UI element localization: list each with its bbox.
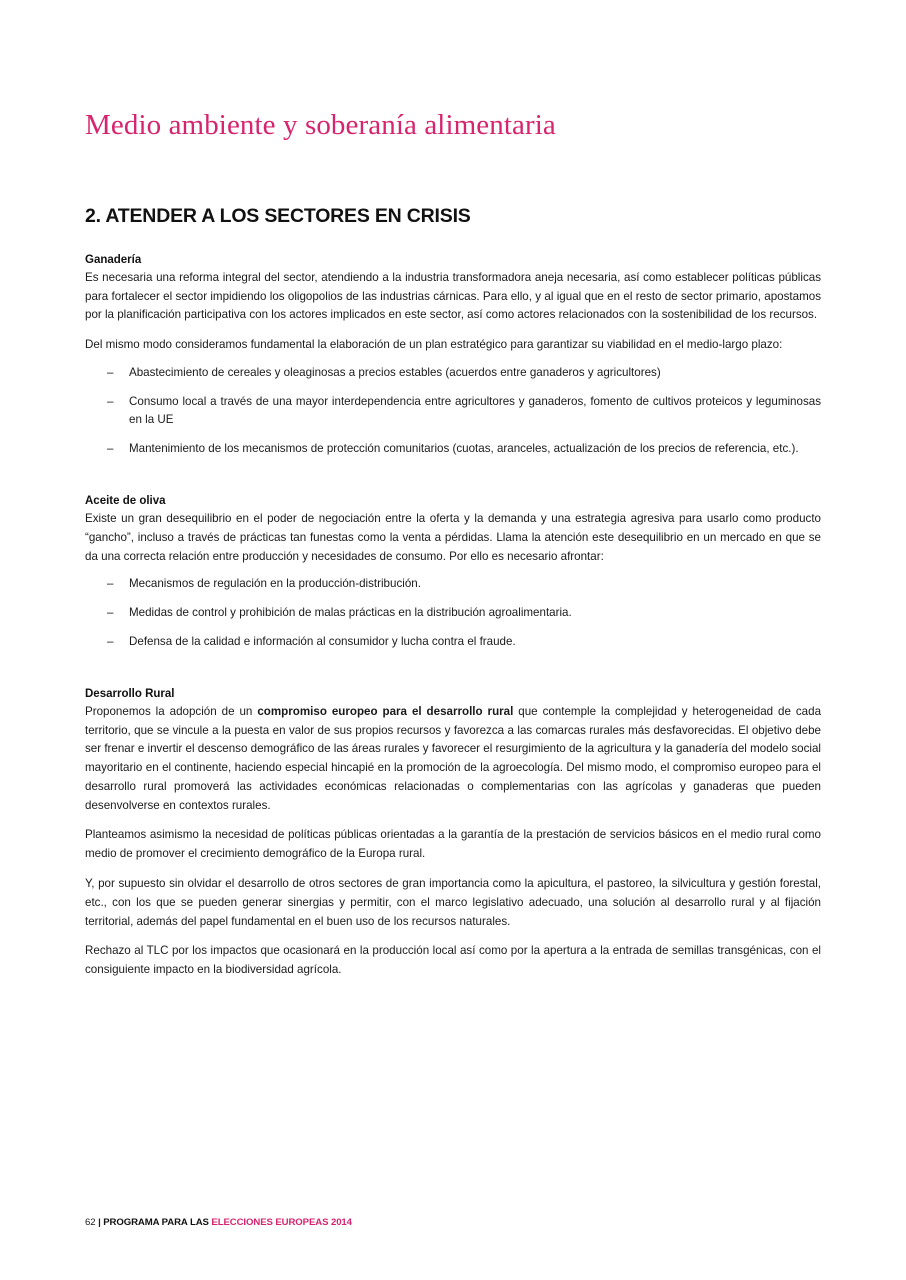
footer-program-text: PROGRAMA PARA LAS xyxy=(103,1217,209,1228)
footer-highlight-text: ELECCIONES EUROPEAS 2014 xyxy=(211,1217,352,1228)
page-title: Medio ambiente y soberanía alimentaria xyxy=(85,109,556,141)
paragraph: Y, por supuesto sin olvidar el desarrollo de otros sectores de gran importancia como la apicultura, el pastoreo, la silvicultura y gestión forestal, etc., con los que se pueden generar sinergias y permitir, con el marco legislativo adecuado, una solución al desarrollo rural y al fijación territorial, además del papel fundamental en el buen uso de los recursos naturales. xyxy=(85,876,821,928)
section-heading: 2. ATENDER A LOS SECTORES EN CRISIS xyxy=(85,204,471,227)
subheading-ganaderia: Ganadería xyxy=(85,253,142,266)
list-ganaderia xyxy=(85,364,821,459)
paragraph-text-after: que contemple la complejidad y heterogeneidad de cada territorio, que se vincule a la puesta en valor de sus propios recursos y favorezca a las comarcas rurales más desfavorecidas. El objetivo debe ser frenar e invertir el descenso demográfico de las áreas rurales y favorecer el resurgimiento de la agricultura y la ganadería del modelo social mayoritario en el continente, haciendo especial hincapié en la promoción de la agroecología. Del mismo modo, el compromiso europeo para el desarrollo rural promoverá las actividades económicas relacionadas o complementarias con las agrícolas y ganaderas que pueden desenvolverse en contextos rurales. xyxy=(85,704,822,812)
paragraph: Del mismo modo consideramos fundamental la elaboración de un plan estratégico para garantizar su viabilidad en el medio-largo plazo: xyxy=(85,338,783,352)
paragraph: Es necesaria una reforma integral del sector, atendiendo a la industria transformadora aneja necesaria, así como establecer políticas públicas para fortalecer el sector impidiendo los oligopolios de las industrias cárnicas. Para ello, y al igual que en el resto de sector primario, apostamos por la planificación participativa con los actores implicados en este sector, así como actores relacionados con la sostenibilidad de los recursos. xyxy=(85,270,821,322)
page-footer xyxy=(85,1217,352,1228)
list-item: – Defensa de la calidad e información al consumidor y lucha contra el fraude. xyxy=(107,633,821,652)
paragraph-text-before: Proponemos la adopción de un xyxy=(85,704,258,718)
footer-separator: | xyxy=(98,1217,101,1228)
list-item: – Mantenimiento de los mecanismos de protección comunitarios (cuotas, aranceles, actualización de los precios de referencia, etc.). xyxy=(107,440,821,459)
footer-page-number: 62 xyxy=(85,1217,96,1228)
list-item: – Mecanismos de regulación en la producción-distribución. xyxy=(107,575,821,594)
list-item: – Abastecimiento de cereales y oleaginosas a precios estables (acuerdos entre ganaderos y agricultores) xyxy=(107,364,821,383)
paragraph: Planteamos asimismo la necesidad de políticas públicas orientadas a la garantía de la prestación de servicios básicos en el medio rural como medio de promover el crecimiento demográfico de la Europa rural. xyxy=(85,828,821,861)
subheading-desarrollo-rural: Desarrollo Rural xyxy=(85,687,175,700)
paragraph-text-bold: compromiso europeo para el desarrollo rural xyxy=(257,704,514,718)
paragraph: Rechazo al TLC por los impactos que ocasionará en la producción local así como por la apertura a la entrada de semillas transgénicas, con el consiguiente impacto en la biodiversidad agrícola. xyxy=(85,944,821,977)
paragraph-rich xyxy=(85,703,821,816)
list-item: – Medidas de control y prohibición de malas prácticas en la distribución agroalimentaria. xyxy=(107,604,821,623)
list-item: – Consumo local a través de una mayor interdependencia entre agricultores y ganaderos, fomento de cultivos proteicos y leguminosas en la UE xyxy=(107,393,821,431)
list-aceite-de-oliva xyxy=(85,575,821,651)
subheading-aceite-de-oliva: Aceite de oliva xyxy=(85,495,166,508)
paragraph: Existe un gran desequilibrio en el poder de negociación entre la oferta y la demanda y una estrategia agresiva para usarlo como producto “gancho”, incluso a través de prácticas tan funestas como la venta a pérdidas. Llama la atención este desequilibrio en un mercado en que se da una correcta relación entre producción y necesidades de consumo. Por ello es necesario afrontar: xyxy=(85,512,821,563)
